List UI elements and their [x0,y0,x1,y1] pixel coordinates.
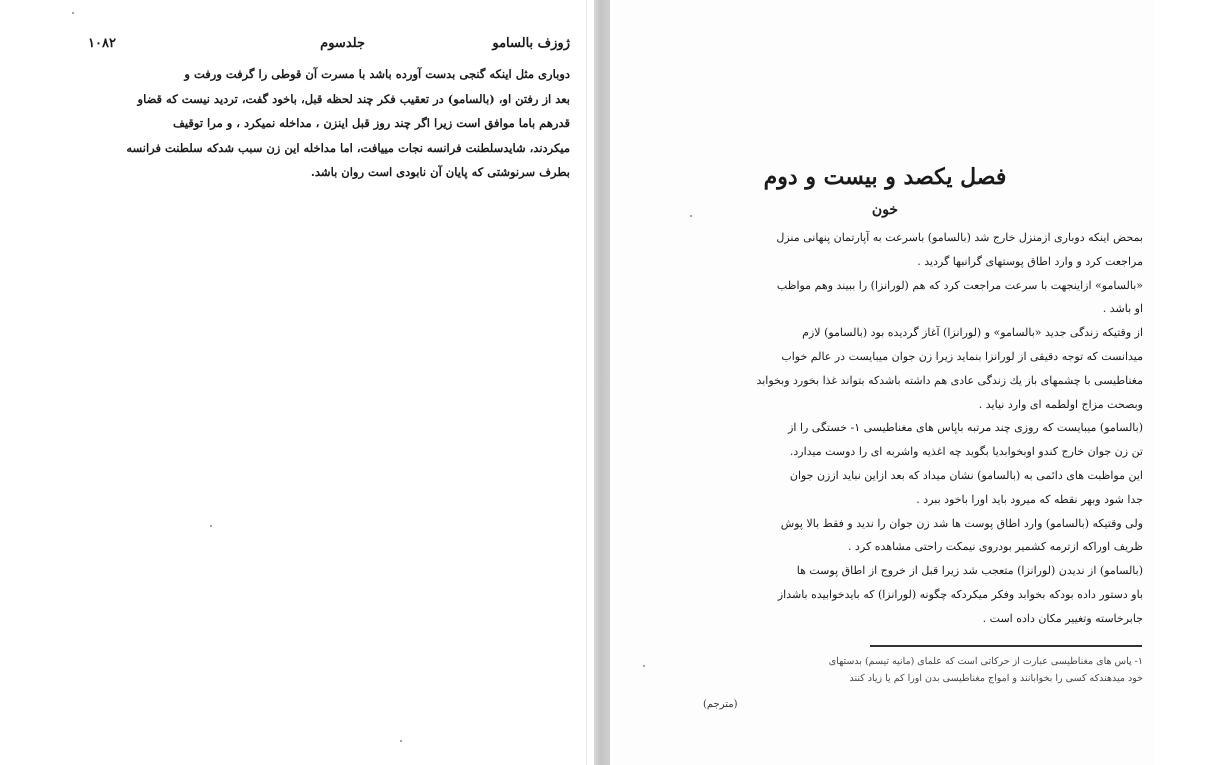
text-line: (بالسامو) از ندیدن (لورانزا) متعجب شد زیرا قبل از خروج از اطاق پوست ها [796,564,1143,578]
text-line: وبصحت مزاج اولطمه ای وارد نیاید . [978,397,1143,411]
text-line: این مواظبت های دائمی به (بالسامو) نشان میداد که بعد ازاین نباید اززن جوان [789,468,1143,482]
footnote-divider [870,645,1142,647]
header-book-title: ژوزف بالسامو [492,36,570,51]
right-page-body [675,226,1143,631]
text-line: باو دستور داده بودکه بخوابد وفکر میکردکه چگونه (لورانزا) که بایدخوابیده باشداز [777,587,1143,601]
text-line: میکردند، شایدسلطنت فرانسه نجات مییافت، اما مداخله این زن سبب شدکه سلطنت فرانسه [126,140,570,155]
text-line: ظریف اوراکه ازترمه کشمیر بودروی نیمکت راحتی مشاهده کرد . [848,540,1143,554]
text-line: او باشد . [1102,302,1143,316]
scan-speck [400,740,402,742]
translator-note: (مترجم) [703,699,738,710]
page-gutter [594,0,610,765]
scan-speck [690,215,692,217]
text-line: بمحض اینکه دوباری ازمنزل خارج شد (بالسامو) باسرعت به آپارتمان پنهانی منزل [776,231,1143,244]
text-line: دوباری مثل اینکه گنجی بدست آورده باشد با مسرت آن قوطی را گرفت ورفت و [184,67,570,81]
footnote-line: خود میدهندکه کسی را بخوابانند و امواج مغناطیسی بدن اورا کم یا زیاد کنند [849,673,1143,684]
right-page [615,0,1155,765]
scan-speck [643,665,645,667]
left-page-body [84,62,570,185]
text-line: مراجعت کرد و وارد اطاق پوستهای گرانبها گردید . [917,254,1143,268]
chapter-title: فصل یکصد و بیست و دوم [763,164,1007,190]
text-line: قدرهم باما موافق است زیرا اگر چند روز قبل اینزن ، مداخله نمیکرد ، و مرا توقیف [173,116,570,130]
text-line: مغناطیسی با چشمهای باز یك زندگی عادی هم داشته باشدکه بتواند غذا بخورد وبخوابد [756,373,1143,387]
text-line: میدانست که توجه دقیقی از لورانزا بنماید زیرا زن جوان میبایست در عالم خواب [781,349,1143,363]
text-line: جدا شود وبهر نقطه که میرود باید اورا باخود ببرد . [916,492,1143,506]
scan-speck [72,12,74,14]
text-line: ولی وقتیکه (بالسامو) وارد اطاق پوست ها شد زن جوان را ندید و فقط بالا پوش [780,516,1143,530]
text-line: از وقتیکه زندگی جدید «بالسامو» و (لورانزا) آغاز گردیده بود (بالسامو) لازم [802,326,1143,340]
scan-speck [210,525,212,527]
left-page [60,0,586,765]
page-header [88,36,570,56]
footnotes [675,653,1143,687]
footnote-line: ۱- پاس های مغناطیسی عبارت از حرکاتی است که علمای (مانیه تیسم) بدستهای [828,656,1143,667]
chapter-subtitle: خون [871,202,899,218]
text-line: (بالسامو) میبایست که روزی چند مرتبه باپاس های مغناطیسی ۱- خستگی را از [788,421,1143,435]
text-line: «بالسامو» ازاینجهت با سرعت مراجعت کرد که هم (لورانزا) را ببیند وهم مواظب [776,278,1143,292]
page-number: ۱۰۸۲ [88,36,116,51]
text-line: بطرف سرنوشتی که پایان آن نابودی است روان باشد. [310,165,570,179]
text-line: تن زن جوان خارج کندو اوبخوابدیا بگوید چه اغذیه واشربه ای را دوست میدارد. [789,445,1143,459]
text-line: جابرخاسته وتغییر مکان داده است . [982,611,1143,625]
text-line: بعد از رفتن او، (بالسامو) در تعقیب فکر چند لحظه قبل، باخود گفت، تردید نیست که قضاو [137,91,570,106]
header-volume: جلدسوم [320,36,365,51]
